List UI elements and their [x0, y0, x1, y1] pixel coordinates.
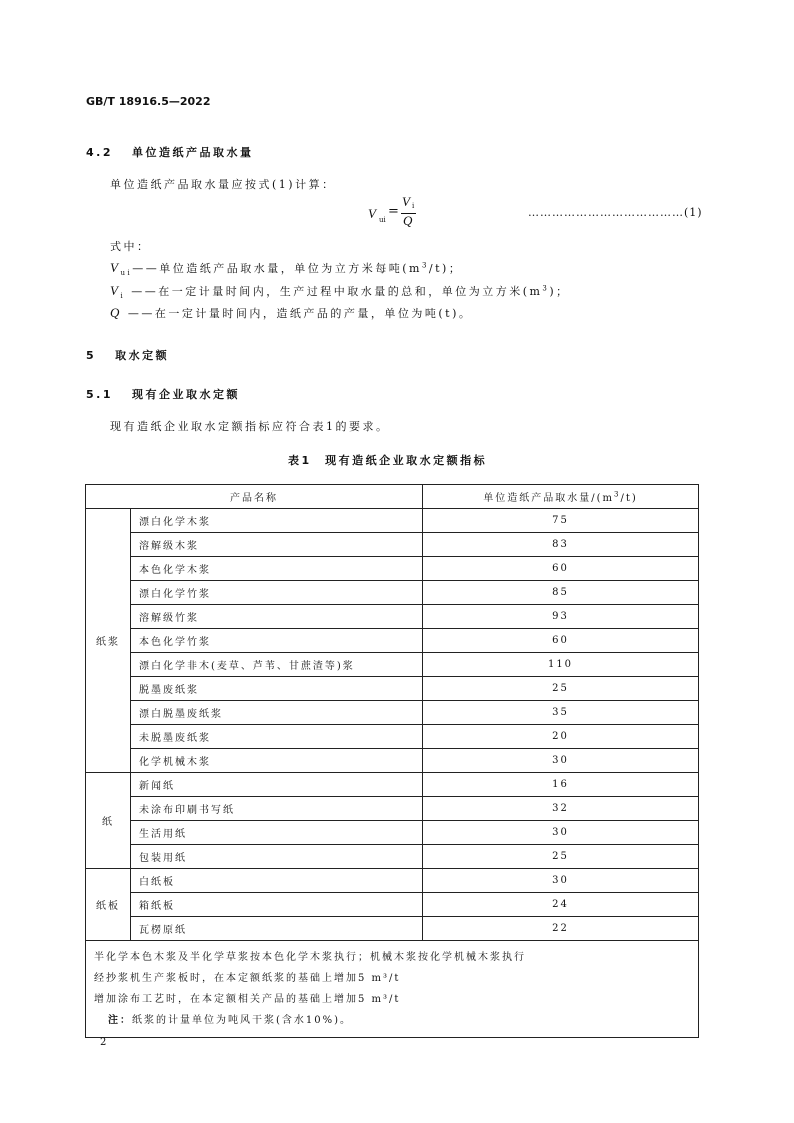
product-name-cell: 瓦楞原纸 — [131, 917, 423, 941]
definition-vi: $V_i$ ——在一定计量时间内，生产过程中取水量的总和，单位为立方米$(m^3)$； — [110, 283, 570, 301]
table-header-row: 产品名称 单位造纸产品取水量$/(m^3/t)$ — [86, 485, 699, 509]
table-row — [86, 701, 699, 725]
table-row — [86, 725, 699, 749]
table-row — [86, 845, 699, 869]
product-name-cell: 未脱墨废纸浆 — [131, 725, 423, 749]
quota-value-cell: 25 — [423, 677, 699, 701]
table-row — [86, 653, 699, 677]
quota-value-cell: 30 — [423, 749, 699, 773]
quota-value-cell: 24 — [423, 893, 699, 917]
table-row — [86, 581, 699, 605]
table-row — [86, 821, 699, 845]
table-note: 经抄浆机生产浆板时，在本定额纸浆的基础上增加5 m³/t — [94, 973, 401, 984]
quota-value-cell: 93 — [423, 605, 699, 629]
quota-value-cell: 85 — [423, 581, 699, 605]
page-number: 2 — [100, 1037, 107, 1048]
product-name-cell: 漂白化学非木(麦草、芦苇、甘蔗渣等)浆 — [131, 653, 423, 677]
product-name-cell: 漂白化学竹浆 — [131, 581, 423, 605]
quota-value-cell: 60 — [423, 629, 699, 653]
quota-value-cell: 32 — [423, 797, 699, 821]
standard-number: GB/T 18916.5—2022 — [86, 95, 211, 108]
table-row — [86, 533, 699, 557]
product-name-cell: 漂白脱墨废纸浆 — [131, 701, 423, 725]
section-5-heading: 5 取水定额 — [86, 349, 170, 362]
section-5-1-intro: 现有造纸企业取水定额指标应符合表1的要求。 — [110, 420, 390, 433]
quota-value-cell: 20 — [423, 725, 699, 749]
table-row — [86, 917, 699, 941]
table-row — [86, 773, 699, 797]
quota-value-cell: 60 — [423, 557, 699, 581]
table-footnote: 注：纸浆的计量单位为吨风干浆(含水10%)。 — [108, 1015, 353, 1026]
table-row — [86, 797, 699, 821]
product-name-cell: 未涂布印刷书写纸 — [131, 797, 423, 821]
table-row — [86, 605, 699, 629]
table-row — [86, 893, 699, 917]
quota-value-cell: 35 — [423, 701, 699, 725]
section-4-2-heading: 4.2 单位造纸产品取水量 — [86, 146, 254, 159]
table-row — [86, 557, 699, 581]
product-name-cell: 本色化学木浆 — [131, 557, 423, 581]
product-name-cell: 溶解级竹浆 — [131, 605, 423, 629]
product-name-cell: 新闻纸 — [131, 773, 423, 797]
section-5-1-heading: 5.1 现有企业取水定额 — [86, 388, 240, 401]
product-name-cell: 脱墨废纸浆 — [131, 677, 423, 701]
where-label: 式中： — [110, 240, 151, 253]
table-caption: 表1 现有造纸企业取水定额指标 — [288, 454, 488, 467]
product-name-cell: 白纸板 — [131, 869, 423, 893]
product-name-cell: 生活用纸 — [131, 821, 423, 845]
quota-value-cell: 16 — [423, 773, 699, 797]
product-name-cell: 漂白化学木浆 — [131, 509, 423, 533]
quota-value-cell: 83 — [423, 533, 699, 557]
quota-value-cell: 30 — [423, 869, 699, 893]
water-quota-table — [85, 484, 699, 1038]
quota-value-cell: 75 — [423, 509, 699, 533]
table-row — [86, 677, 699, 701]
quota-value-cell: 30 — [423, 821, 699, 845]
quota-value-cell: 22 — [423, 917, 699, 941]
document-page: GB/T 18916.5—2022 4.2 单位造纸产品取水量 单位造纸产品取水量应按式(1)计算： V ui = V i Q …………………………………(1) 式中： $V_{ui}——$单位造纸产品取水量，单位为立方米每吨$(m^3/t)$； $V_i$ ——在一定计量时间内，生产过程中取水量的总和，单位为立方米$(m^3)$； Q ——在一定计量时间内，造纸产品的产量，单位为吨(t)。 5 取水定额 5.1 现有企业取水定额 现有造纸企业取水定额指标应符合表1的要求。 表1 现有造纸企业取水定额指标 产品名称 单位造纸产品取水量$/(m^3/t)$ 纸浆 漂白化学木浆 75 溶解级木浆 83 本色化学木浆 60 漂白化学竹浆 85 溶解级竹浆 93 本色化学竹浆 60 漂白化学非木(麦草、芦苇、甘蔗渣等)浆 110 脱墨废纸浆 25 漂白脱墨废纸浆 35 未脱墨废纸浆 20 化学机械木浆 30 纸 新闻纸 16 未涂布印刷书写纸 32 生活用纸 30 包装用纸 25 纸板 白纸板 30 箱纸板 24 瓦楞原纸 22 半化学本色木浆及半化学草浆按本色化学木浆执行；机械木浆按化学机械木浆执行 经抄浆机生产浆板时，在本定额纸浆的基础上增加5 m³/t 增加涂布工艺时，在本定额相关产品的基础上增加5 m³/t 注：纸浆的计量单位为吨风干浆(含水10%)。 2 — [0, 0, 794, 1123]
table-note: 半化学本色木浆及半化学草浆按本色化学木浆执行；机械木浆按化学机械木浆执行 — [94, 952, 526, 963]
table-row — [86, 869, 699, 893]
product-name-cell: 溶解级木浆 — [131, 533, 423, 557]
table-notes-row — [86, 941, 699, 1038]
quota-value-cell: 25 — [423, 845, 699, 869]
quota-value-cell: 110 — [423, 653, 699, 677]
definition-q: Q ——在一定计量时间内，造纸产品的产量，单位为吨(t)。 — [110, 305, 473, 320]
table-row — [86, 629, 699, 653]
product-name-cell: 包装用纸 — [131, 845, 423, 869]
table-note: 增加涂布工艺时，在本定额相关产品的基础上增加5 m³/t — [94, 994, 401, 1005]
category-cell: 纸浆 — [86, 509, 131, 773]
table-row — [86, 509, 699, 533]
table-row — [86, 749, 699, 773]
product-name-cell: 化学机械木浆 — [131, 749, 423, 773]
equation-number: …………………………………(1) — [528, 206, 703, 219]
product-name-cell: 箱纸板 — [131, 893, 423, 917]
formula-intro: 单位造纸产品取水量应按式(1)计算： — [110, 178, 336, 191]
product-name-cell: 本色化学竹浆 — [131, 629, 423, 653]
category-cell: 纸板 — [86, 869, 131, 941]
category-cell: 纸 — [86, 773, 131, 869]
definition-vui: $V_{ui}——$单位造纸产品取水量，单位为立方米每吨$(m^3/t)$； — [110, 260, 463, 278]
